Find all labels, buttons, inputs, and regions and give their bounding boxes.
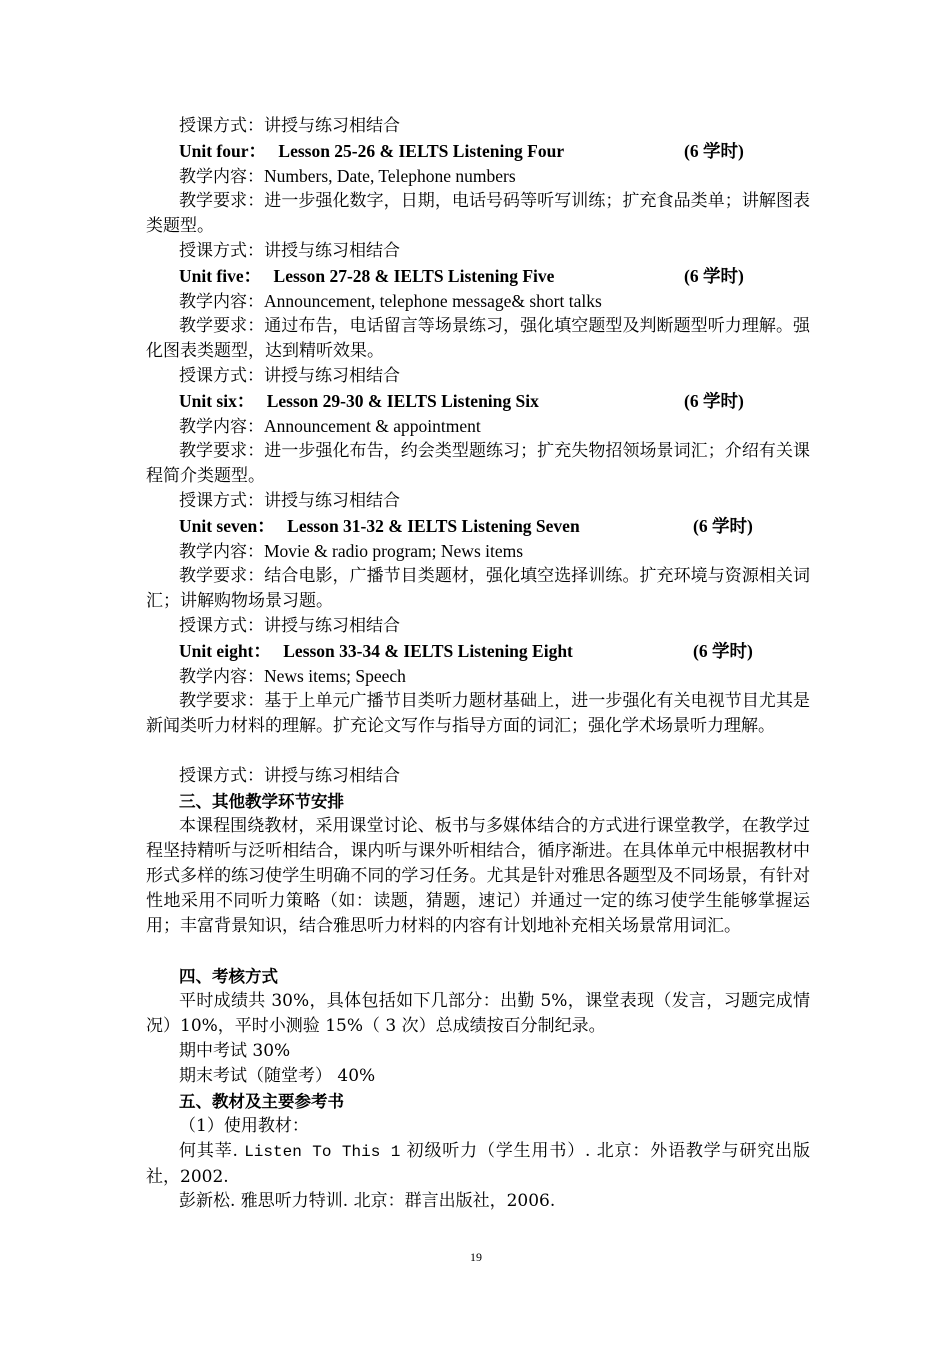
teaching-method-line: 授课方式：讲授与练习相结合 [179,116,400,136]
midterm-exam-line: 期中考试 30% [179,1041,291,1061]
content-value: Announcement & appointment [264,416,481,436]
content-value: Announcement, telephone message& short talks [264,291,602,311]
unit-lesson: Lesson 27-28 & IELTS Listening Five [273,266,555,286]
textbook-subheading: （1）使用教材： [179,1116,309,1136]
unit-seven-heading [146,514,810,539]
unit-label: Unit four： [179,141,267,161]
unit-lesson: Lesson 29-30 & IELTS Listening Six [266,391,539,411]
assessment-paragraph: 平时成绩共 30%，具体包括如下几部分：出勤 5%，课堂表现（发言，习题完成情况）10%，平时小测验 15%（ 3 次）总成绩按百分制纪录。 [146,991,810,1036]
content-label: 教学内容： [179,167,264,187]
unit-lesson: Lesson 31-32 & IELTS Listening Seven [287,516,580,536]
content-label: 教学内容： [179,417,264,437]
unit-lesson: Lesson 33-34 & IELTS Listening Eight [283,641,573,661]
reference-title-latin: Listen To This 1 [244,1143,401,1161]
content-label: 教学内容： [179,292,264,312]
teaching-requirement-paragraph: 教学要求：结合电影，广播节目类题材，强化填空选择训练。扩充环境与资源相关词汇；讲解购物场景习题。 [146,566,810,611]
page-content [146,114,810,1214]
unit-label: Unit eight： [179,641,271,661]
unit-lesson: Lesson 25-26 & IELTS Listening Four [278,141,565,161]
unit-label: Unit six： [179,391,255,411]
teaching-requirement-paragraph: 教学要求：进一步强化数字，日期，电话号码等听写训练；扩充食品类单；讲解图表类题型。 [146,191,810,236]
final-exam-line: 期末考试（随堂考） 40% [179,1066,376,1086]
section-heading-textbooks: 五、教材及主要参考书 [179,1092,344,1111]
unit-hours: (6 学时) [693,516,753,536]
content-value: Numbers, Date, Telephone numbers [264,166,516,186]
teaching-content-line [146,164,810,189]
teaching-method-line: 授课方式：讲授与练习相结合 [179,491,400,511]
teaching-method-line: 授课方式：讲授与练习相结合 [179,366,400,386]
teaching-content-line [146,289,810,314]
other-arrangements-paragraph: 本课程围绕教材，采用课堂讨论、板书与多媒体结合的方式进行课堂教学，在教学过程坚持精听与泛听相结合，课内听与课外听相结合，循序渐进。在具体单元中根据教材中形式多样的练习使学生明确不同的学习任务。尤其是针对雅思各题型及不同场景，有针对性地采用不同听力策略（如：读题，猜题，速记）并通过一定的练习使学生能够掌握运用；丰富背景知识，结合雅思听力材料的内容有计划地补充相关场景常用词汇。 [146,816,810,936]
unit-five-heading [146,264,810,289]
reference-item [146,1139,810,1189]
content-value: Movie & radio program; News items [264,541,524,561]
unit-six-heading [146,389,810,414]
unit-hours: (6 学时) [693,641,753,661]
unit-hours: (6 学时) [684,141,744,161]
teaching-content-line [146,664,810,689]
content-label: 教学内容： [179,667,264,687]
unit-four-heading [146,139,810,164]
unit-eight-heading [146,639,810,664]
page-number: 19 [470,1250,482,1264]
unit-label: Unit seven： [179,516,275,536]
content-label: 教学内容： [179,542,264,562]
reference-item: 彭新松. 雅思听力特训. 北京：群言出版社，2006. [179,1191,556,1211]
teaching-method-line: 授课方式：讲授与练习相结合 [179,241,400,261]
section-heading-assessment: 四、考核方式 [179,967,278,986]
teaching-requirement-paragraph: 教学要求：通过布告，电话留言等场景练习，强化填空题型及判断题型听力理解。强化图表类题型，达到精听效果。 [146,316,810,361]
reference-details: 初级听力（学生用书）. 北京：外语教学与研究出版社，2002. [146,1141,810,1187]
reference-author: 何其莘. [179,1141,245,1161]
teaching-requirement-paragraph: 教学要求：基于上单元广播节目类听力题材基础上，进一步强化有关电视节目尤其是新闻类听力材料的理解。扩充论文写作与指导方面的词汇；强化学术场景听力理解。 [146,691,810,736]
teaching-method-line: 授课方式：讲授与练习相结合 [179,766,400,786]
teaching-content-line [146,539,810,564]
teaching-method-line: 授课方式：讲授与练习相结合 [179,616,400,636]
unit-label: Unit five： [179,266,262,286]
content-value: News items; Speech [264,666,406,686]
teaching-content-line [146,414,810,439]
section-heading-other-arrangements: 三、其他教学环节安排 [179,792,344,811]
unit-hours: (6 学时) [684,266,744,286]
teaching-requirement-paragraph: 教学要求：进一步强化布告，约会类型题练习；扩充失物招领场景词汇；介绍有关课程简介类题型。 [146,441,810,486]
unit-hours: (6 学时) [684,391,744,411]
